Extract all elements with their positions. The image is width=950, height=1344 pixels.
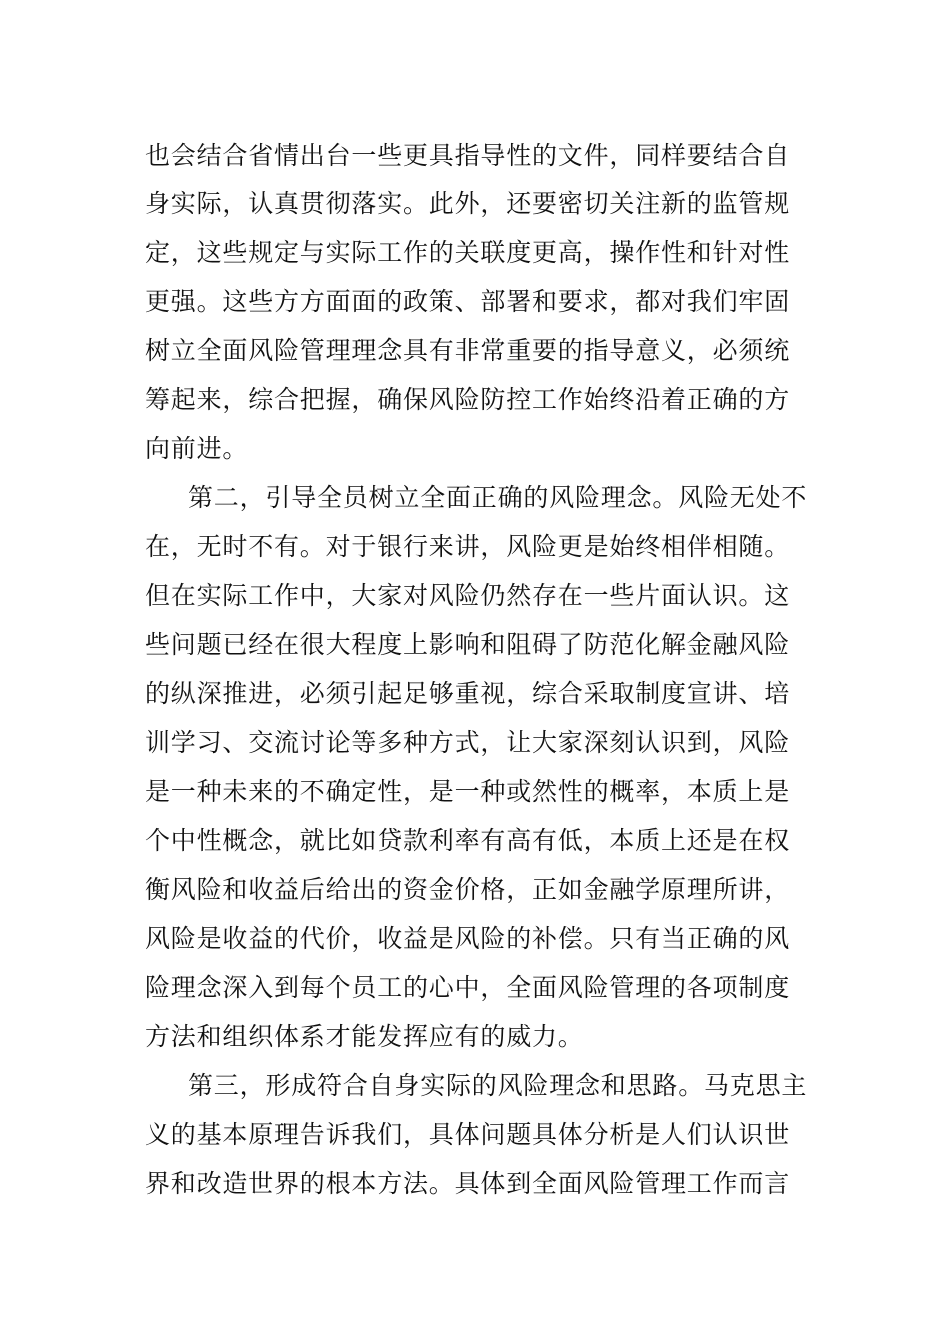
- text-line: 些问题已经在很大程度上影响和阻碍了防范化解金融风险: [145, 630, 791, 659]
- text-line: 是一种未来的不确定性，是一种或然性的概率，本质上是: [145, 777, 791, 806]
- text-line: 身实际，认真贯彻落实。此外，还要密切关注新的监管规: [145, 189, 791, 218]
- text-line: 在，无时不有。对于银行来讲，风险更是始终相伴相随。: [145, 532, 791, 561]
- text-line: 衡风险和收益后给出的资金价格，正如金融学原理所讲，: [145, 875, 791, 904]
- text-line: 也会结合省情出台一些更具指导性的文件，同样要结合自: [145, 141, 791, 170]
- text-line: 风险是收益的代价，收益是风险的补偿。只有当正确的风: [145, 924, 791, 953]
- text-line: 筹起来，综合把握，确保风险防控工作始终沿着正确的方: [145, 385, 791, 414]
- text-line: 方法和组织体系才能发挥应有的威力。: [145, 1022, 584, 1051]
- paragraph-start-line: 第二，引导全员树立全面正确的风险理念。风险无处不: [188, 483, 808, 512]
- text-line: 向前进。: [145, 434, 249, 463]
- text-line: 的纵深推进，必须引起足够重视，综合采取制度宣讲、培: [145, 679, 791, 708]
- text-line: 界和改造世界的根本方法。具体到全面风险管理工作而言: [145, 1169, 791, 1198]
- text-line: 义的基本原理告诉我们，具体问题具体分析是人们认识世: [145, 1120, 791, 1149]
- text-line: 训学习、交流讨论等多种方式，让大家深刻认识到，风险: [145, 728, 791, 757]
- text-line: 更强。这些方方面面的政策、部署和要求，都对我们牢固: [145, 287, 791, 316]
- text-line: 定，这些规定与实际工作的关联度更高，操作性和针对性: [145, 238, 791, 267]
- text-line: 但在实际工作中，大家对风险仍然存在一些片面认识。这: [145, 581, 791, 610]
- text-line: 树立全面风险管理理念具有非常重要的指导意义，必须统: [145, 336, 791, 365]
- text-line: 险理念深入到每个员工的心中，全面风险管理的各项制度: [145, 973, 791, 1002]
- paragraph-start-line: 第三，形成符合自身实际的风险理念和思路。马克思主: [188, 1071, 808, 1100]
- text-line: 个中性概念，就比如贷款利率有高有低，本质上还是在权: [145, 826, 791, 855]
